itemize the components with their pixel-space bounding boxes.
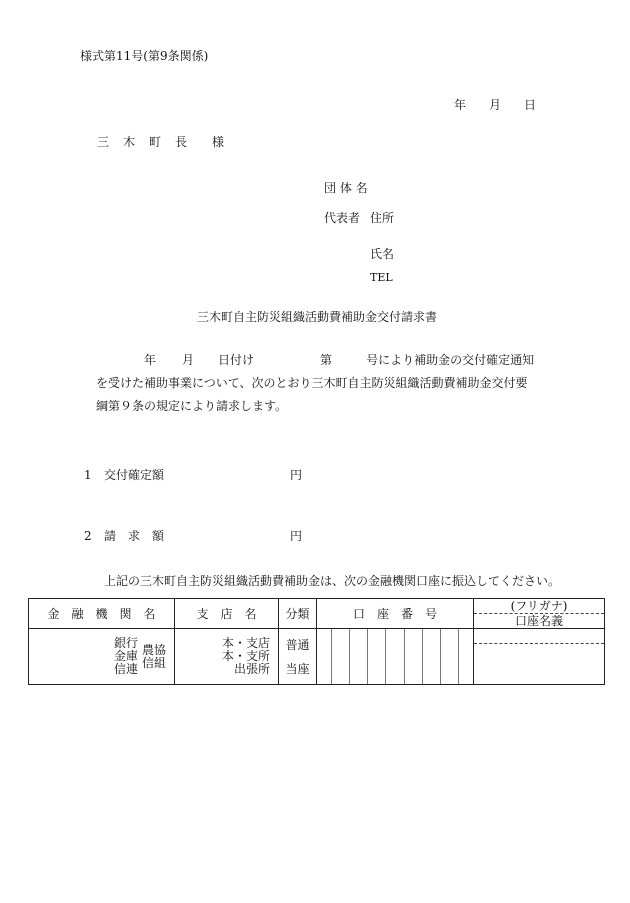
form-number: 様式第11号(第9条関係) xyxy=(80,49,209,63)
furigana-input-line[interactable] xyxy=(474,629,604,644)
org-name-label: 団 体 名 xyxy=(324,181,368,195)
recipient-honorific: 様 xyxy=(212,135,225,149)
account-digit-boxes xyxy=(317,629,473,684)
representative-label: 代表者 xyxy=(324,211,361,225)
branch-type-office: 本・支所 xyxy=(221,649,270,663)
institution-header: 金 融 機 関 名 xyxy=(29,599,175,629)
type-shinkumi: 信組 xyxy=(141,655,166,670)
body-year: 年 xyxy=(144,353,157,367)
body-line-2: を受けた補助事業について、次のとおり三木町自主防災組織活動費補助金交付要 xyxy=(96,376,528,390)
account-number-cell[interactable] xyxy=(317,629,474,685)
account-digit-box[interactable] xyxy=(440,629,458,684)
account-type-cell[interactable] xyxy=(279,629,317,685)
date-day-label: 日 xyxy=(524,98,537,112)
name-label: 氏名 xyxy=(370,247,395,261)
request-body xyxy=(96,349,566,418)
account-digit-box[interactable] xyxy=(368,629,386,684)
item-2-unit: 円 xyxy=(290,529,303,543)
account-type-current: 当座 xyxy=(285,661,310,676)
item-2-number: 2 xyxy=(84,529,92,543)
item-1-unit: 円 xyxy=(290,468,303,482)
body-line-1 xyxy=(96,349,566,372)
account-number-header: 口 座 番 号 xyxy=(317,599,474,629)
bank-account-table xyxy=(28,598,605,685)
branch-cell[interactable] xyxy=(175,629,279,685)
account-digit-box[interactable] xyxy=(386,629,404,684)
institution-types-right xyxy=(142,644,166,670)
account-digit-box[interactable] xyxy=(404,629,422,684)
recipient: 三 木 町 長 xyxy=(97,135,189,149)
item-1-number: 1 xyxy=(84,468,92,482)
document-title: 三木町自主防災組織活動費補助金交付請求書 xyxy=(197,310,438,324)
date-year-label: 年 xyxy=(454,98,467,112)
account-digit-box[interactable] xyxy=(422,629,440,684)
type-header: 分類 xyxy=(279,599,317,629)
branch-type-sub-office: 出張所 xyxy=(233,662,270,676)
institution-types-left xyxy=(114,637,138,676)
furigana-label: (フリガナ) xyxy=(474,599,604,614)
body-line-1-rest: 号により補助金の交付確定通知 xyxy=(366,353,535,367)
type-shinren: 信連 xyxy=(113,662,138,676)
holder-name-area[interactable] xyxy=(474,644,604,684)
holder-label: 口座名義 xyxy=(514,614,563,628)
account-digit-box[interactable] xyxy=(317,629,332,684)
address-label: 住所 xyxy=(370,211,395,225)
holder-cell[interactable] xyxy=(474,629,605,685)
item-1-label: 交付確定額 xyxy=(104,468,165,482)
type-shinkin: 金庫 xyxy=(113,649,138,663)
institution-types xyxy=(29,629,174,684)
account-digit-box[interactable] xyxy=(459,629,474,684)
branch-type-branch: 本・支店 xyxy=(221,636,270,650)
account-digit-box[interactable] xyxy=(350,629,368,684)
branch-types xyxy=(175,637,278,676)
account-types xyxy=(279,637,316,677)
type-bank: 銀行 xyxy=(113,636,138,650)
body-month: 月 xyxy=(182,353,195,367)
transfer-note: 上記の三木町自主防災組織活動費補助金は、次の金融機関口座に振込してください。 xyxy=(104,574,561,588)
body-line-3: 綱第９条の規定により請求します。 xyxy=(96,399,288,413)
tel-label: TEL xyxy=(370,271,393,284)
body-dated: 日付け xyxy=(218,353,255,367)
item-2-label: 請 求 額 xyxy=(104,529,165,543)
institution-cell[interactable] xyxy=(29,629,175,685)
branch-header: 支 店 名 xyxy=(175,599,279,629)
body-number-prefix: 第 xyxy=(320,353,333,367)
account-type-ordinary: 普通 xyxy=(285,637,310,652)
date-month-label: 月 xyxy=(489,98,502,112)
holder-header-cell xyxy=(474,599,605,629)
type-nokyo: 農協 xyxy=(141,642,166,657)
account-digit-box[interactable] xyxy=(332,629,350,684)
